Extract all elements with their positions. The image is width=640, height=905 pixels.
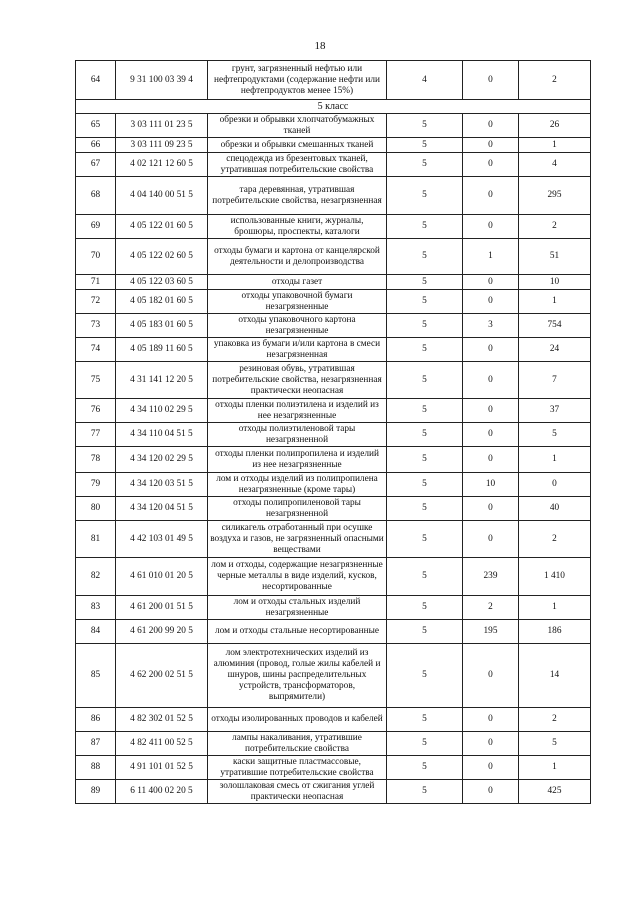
waste-code: 4 82 302 01 52 5 — [116, 708, 208, 732]
value-1: 0 — [463, 497, 519, 521]
value-2: 5 — [519, 732, 591, 756]
waste-code: 4 42 103 01 49 5 — [116, 521, 208, 558]
hazard-class: 5 — [387, 338, 463, 362]
waste-name: отходы полиэтиленовой тары незагрязненной — [208, 423, 387, 447]
value-2: 4 — [519, 153, 591, 177]
row-number: 81 — [76, 521, 116, 558]
waste-name: лом и отходы стальных изделий незагрязненные — [208, 596, 387, 620]
table-row — [76, 275, 591, 290]
table-row — [76, 497, 591, 521]
value-1: 0 — [463, 780, 519, 804]
waste-code: 4 61 200 01 51 5 — [116, 596, 208, 620]
value-1: 0 — [463, 138, 519, 153]
value-1: 0 — [463, 61, 519, 100]
row-number: 66 — [76, 138, 116, 153]
value-1: 0 — [463, 114, 519, 138]
row-number: 68 — [76, 177, 116, 215]
waste-code: 4 05 189 11 60 5 — [116, 338, 208, 362]
waste-code: 4 34 120 04 51 5 — [116, 497, 208, 521]
hazard-class: 5 — [387, 290, 463, 314]
row-number: 78 — [76, 447, 116, 473]
value-2: 2 — [519, 61, 591, 100]
row-number: 82 — [76, 558, 116, 596]
waste-name: каски защитные пластмассовые, утратившие потребительские свойства — [208, 756, 387, 780]
table-row — [76, 338, 591, 362]
waste-name: лампы накаливания, утратившие потребительские свойства — [208, 732, 387, 756]
value-2: 37 — [519, 399, 591, 423]
value-1: 0 — [463, 423, 519, 447]
hazard-class: 4 — [387, 61, 463, 100]
value-2: 1 — [519, 138, 591, 153]
row-number: 84 — [76, 620, 116, 644]
value-1: 3 — [463, 314, 519, 338]
value-2: 1 — [519, 290, 591, 314]
waste-code: 4 61 010 01 20 5 — [116, 558, 208, 596]
table-row — [76, 290, 591, 314]
waste-name: отходы пленки полиэтилена и изделий из нее незагрязненные — [208, 399, 387, 423]
value-2: 2 — [519, 215, 591, 239]
hazard-class: 5 — [387, 362, 463, 399]
value-2: 10 — [519, 275, 591, 290]
table-rows-before — [76, 61, 591, 100]
table-row — [76, 473, 591, 497]
value-1: 0 — [463, 732, 519, 756]
waste-name: грунт, загрязненный нефтью или нефтепродуктами (содержание нефти или нефтепродуктов менее 15%) — [208, 61, 387, 100]
value-2: 51 — [519, 239, 591, 275]
waste-code: 4 05 122 03 60 5 — [116, 275, 208, 290]
waste-name: лом и отходы изделий из полипропилена незагрязненные (кроме тары) — [208, 473, 387, 497]
waste-code: 4 31 141 12 20 5 — [116, 362, 208, 399]
table-row — [76, 114, 591, 138]
waste-code: 9 31 100 03 39 4 — [116, 61, 208, 100]
table-row — [76, 708, 591, 732]
waste-name: лом и отходы, содержащие незагрязненные черные металлы в виде изделий, кусков, несортированные — [208, 558, 387, 596]
value-2: 24 — [519, 338, 591, 362]
waste-code: 4 34 120 02 29 5 — [116, 447, 208, 473]
row-number: 67 — [76, 153, 116, 177]
table-row — [76, 138, 591, 153]
hazard-class: 5 — [387, 314, 463, 338]
row-number: 65 — [76, 114, 116, 138]
row-number: 79 — [76, 473, 116, 497]
table-row — [76, 362, 591, 399]
table-row — [76, 177, 591, 215]
value-1: 0 — [463, 644, 519, 708]
value-1: 0 — [463, 338, 519, 362]
waste-name: отходы бумаги и картона от канцелярской деятельности и делопроизводства — [208, 239, 387, 275]
table-row — [76, 521, 591, 558]
table-row — [76, 399, 591, 423]
row-number: 80 — [76, 497, 116, 521]
waste-name: обрезки и обрывки хлопчатобумажных тканей — [208, 114, 387, 138]
hazard-class: 5 — [387, 708, 463, 732]
waste-name: отходы упаковочного картона незагрязненные — [208, 314, 387, 338]
value-2: 2 — [519, 521, 591, 558]
value-2: 40 — [519, 497, 591, 521]
row-number: 64 — [76, 61, 116, 100]
hazard-class: 5 — [387, 423, 463, 447]
waste-code: 4 34 110 04 51 5 — [116, 423, 208, 447]
hazard-class: 5 — [387, 177, 463, 215]
value-1: 0 — [463, 177, 519, 215]
value-2: 1 — [519, 447, 591, 473]
row-number: 76 — [76, 399, 116, 423]
value-2: 186 — [519, 620, 591, 644]
waste-code: 3 03 111 09 23 5 — [116, 138, 208, 153]
value-1: 0 — [463, 447, 519, 473]
waste-code: 4 61 200 99 20 5 — [116, 620, 208, 644]
hazard-class: 5 — [387, 447, 463, 473]
waste-name: отходы пленки полипропилена и изделий из нее незагрязненные — [208, 447, 387, 473]
table-row — [76, 239, 591, 275]
table-row — [76, 447, 591, 473]
section-row — [76, 100, 591, 114]
value-1: 0 — [463, 275, 519, 290]
value-1: 0 — [463, 215, 519, 239]
waste-code: 4 34 110 02 29 5 — [116, 399, 208, 423]
waste-name: обрезки и обрывки смешанных тканей — [208, 138, 387, 153]
waste-name: тара деревянная, утратившая потребительские свойства, незагрязненная — [208, 177, 387, 215]
value-2: 7 — [519, 362, 591, 399]
waste-code: 3 03 111 01 23 5 — [116, 114, 208, 138]
table-row — [76, 732, 591, 756]
value-2: 1 — [519, 756, 591, 780]
waste-code: 4 05 182 01 60 5 — [116, 290, 208, 314]
value-2: 1 — [519, 596, 591, 620]
value-1: 0 — [463, 399, 519, 423]
waste-name: отходы упаковочной бумаги незагрязненные — [208, 290, 387, 314]
value-1: 0 — [463, 153, 519, 177]
value-1: 10 — [463, 473, 519, 497]
waste-code: 4 34 120 03 51 5 — [116, 473, 208, 497]
row-number: 83 — [76, 596, 116, 620]
table-rows-after — [76, 114, 591, 804]
waste-code: 6 11 400 02 20 5 — [116, 780, 208, 804]
row-number: 74 — [76, 338, 116, 362]
value-2: 26 — [519, 114, 591, 138]
table-row — [76, 558, 591, 596]
waste-name: лом и отходы стальные несортированные — [208, 620, 387, 644]
value-1: 239 — [463, 558, 519, 596]
waste-code: 4 05 183 01 60 5 — [116, 314, 208, 338]
table-row — [76, 596, 591, 620]
hazard-class: 5 — [387, 215, 463, 239]
waste-name: спецодежда из брезентовых тканей, утратившая потребительские свойства — [208, 153, 387, 177]
value-1: 2 — [463, 596, 519, 620]
hazard-class: 5 — [387, 138, 463, 153]
waste-name: отходы изолированных проводов и кабелей — [208, 708, 387, 732]
waste-name: лом электротехнических изделий из алюминия (провод, голые жилы кабелей и шнуров, шины распределительных устройств, трансформаторов, выпрямители) — [208, 644, 387, 708]
table-row — [76, 756, 591, 780]
table-row — [76, 780, 591, 804]
row-number: 72 — [76, 290, 116, 314]
hazard-class: 5 — [387, 497, 463, 521]
waste-code: 4 02 121 12 60 5 — [116, 153, 208, 177]
table-row — [76, 423, 591, 447]
waste-name: использованные книги, журналы, брошюры, проспекты, каталоги — [208, 215, 387, 239]
row-number: 73 — [76, 314, 116, 338]
row-number: 87 — [76, 732, 116, 756]
table-row — [76, 620, 591, 644]
table-row — [76, 314, 591, 338]
value-2: 1 410 — [519, 558, 591, 596]
hazard-class: 5 — [387, 399, 463, 423]
value-1: 0 — [463, 708, 519, 732]
waste-name: силикагель отработанный при осушке воздуха и газов, не загрязненный опасными веществами — [208, 521, 387, 558]
row-number: 88 — [76, 756, 116, 780]
hazard-class: 5 — [387, 521, 463, 558]
hazard-class: 5 — [387, 275, 463, 290]
waste-code: 4 05 122 02 60 5 — [116, 239, 208, 275]
table-row — [76, 61, 591, 100]
value-2: 2 — [519, 708, 591, 732]
value-1: 0 — [463, 290, 519, 314]
value-1: 0 — [463, 362, 519, 399]
value-2: 754 — [519, 314, 591, 338]
hazard-class: 5 — [387, 780, 463, 804]
value-2: 14 — [519, 644, 591, 708]
hazard-class: 5 — [387, 732, 463, 756]
hazard-class: 5 — [387, 756, 463, 780]
row-number: 89 — [76, 780, 116, 804]
waste-code: 4 82 411 00 52 5 — [116, 732, 208, 756]
waste-registry-table — [75, 60, 591, 804]
table-row — [76, 153, 591, 177]
hazard-class: 5 — [387, 558, 463, 596]
waste-code: 4 62 200 02 51 5 — [116, 644, 208, 708]
waste-code: 4 91 101 01 52 5 — [116, 756, 208, 780]
row-number: 77 — [76, 423, 116, 447]
waste-name: резиновая обувь, утратившая потребительские свойства, незагрязненная практически неопасная — [208, 362, 387, 399]
page-number: 18 — [314, 40, 326, 52]
hazard-class: 5 — [387, 596, 463, 620]
row-number: 75 — [76, 362, 116, 399]
hazard-class: 5 — [387, 239, 463, 275]
value-1: 1 — [463, 239, 519, 275]
value-2: 425 — [519, 780, 591, 804]
waste-name: упаковка из бумаги и/или картона в смеси незагрязненная — [208, 338, 387, 362]
waste-code: 4 04 140 00 51 5 — [116, 177, 208, 215]
row-number: 86 — [76, 708, 116, 732]
table-row — [76, 215, 591, 239]
hazard-class: 5 — [387, 114, 463, 138]
waste-name: отходы полипропиленовой тары незагрязненной — [208, 497, 387, 521]
table-row — [76, 644, 591, 708]
row-number: 70 — [76, 239, 116, 275]
section-label: 5 класс — [76, 100, 591, 114]
row-number: 69 — [76, 215, 116, 239]
value-2: 5 — [519, 423, 591, 447]
row-number: 71 — [76, 275, 116, 290]
hazard-class: 5 — [387, 644, 463, 708]
value-1: 0 — [463, 756, 519, 780]
hazard-class: 5 — [387, 473, 463, 497]
row-number: 85 — [76, 644, 116, 708]
waste-name: отходы газет — [208, 275, 387, 290]
value-1: 0 — [463, 521, 519, 558]
waste-code: 4 05 122 01 60 5 — [116, 215, 208, 239]
waste-name: золошлаковая смесь от сжигания углей практически неопасная — [208, 780, 387, 804]
hazard-class: 5 — [387, 153, 463, 177]
value-2: 0 — [519, 473, 591, 497]
value-2: 295 — [519, 177, 591, 215]
table-section — [76, 100, 591, 114]
value-1: 195 — [463, 620, 519, 644]
hazard-class: 5 — [387, 620, 463, 644]
